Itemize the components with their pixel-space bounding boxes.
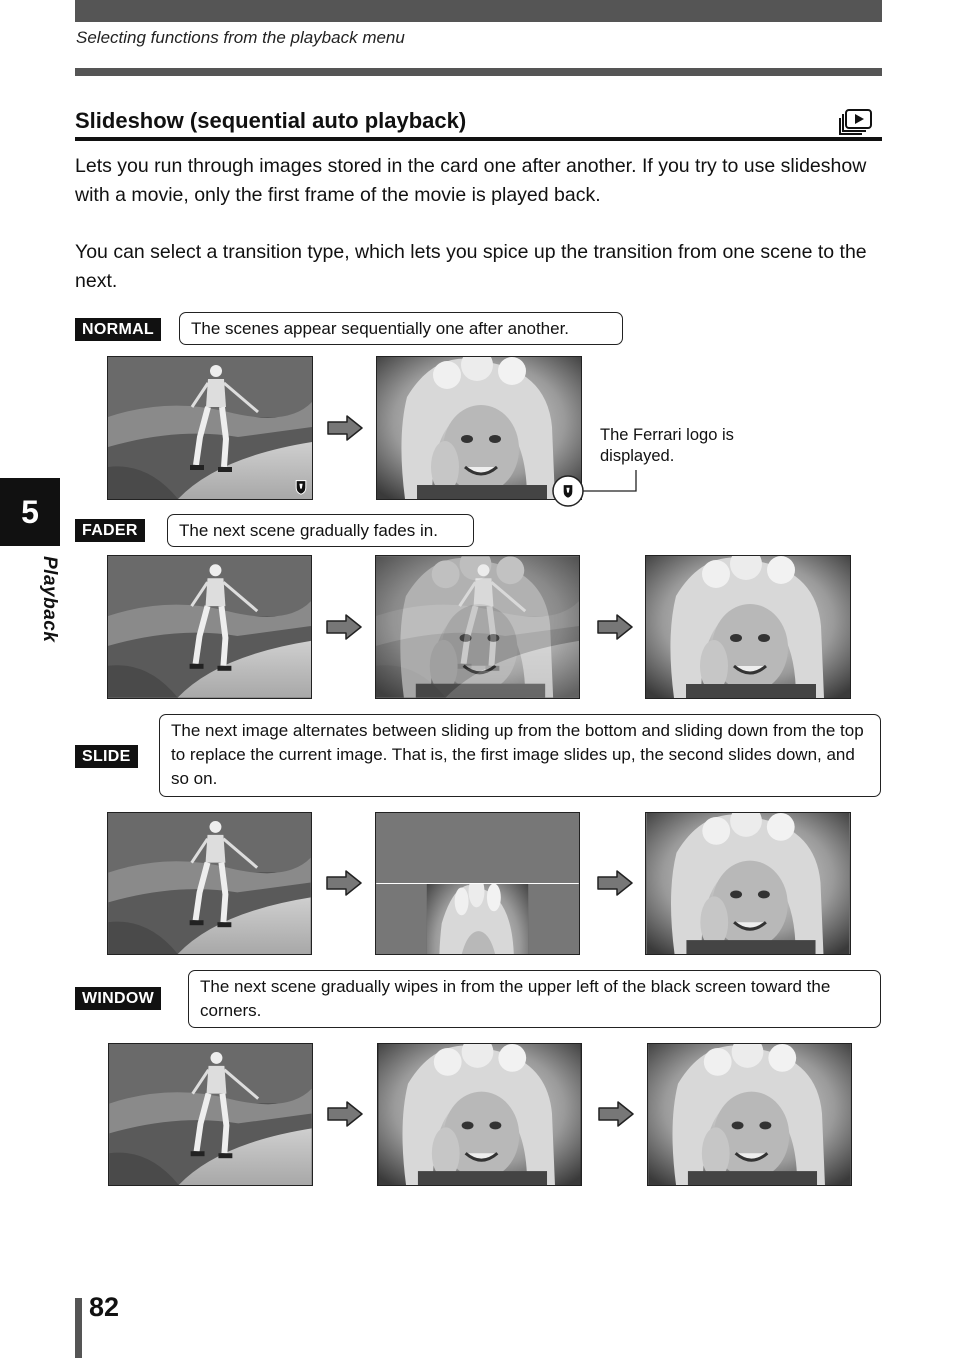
- running-header: Selecting functions from the playback menu: [76, 28, 405, 47]
- intro-paragraph: Lets you run through images stored in the card one after another. If you try to use slideshow with a movie, only the first frame of the movie is played back.: [75, 155, 867, 206]
- arrow-icon: [598, 1101, 634, 1127]
- fader-photo-skater: [107, 555, 312, 699]
- header-bar: [75, 0, 882, 22]
- arrow-icon: [327, 415, 363, 441]
- chapter-label: Playback: [39, 556, 60, 643]
- label-normal: NORMAL: [75, 318, 161, 341]
- ferrari-callout-leader: [550, 468, 650, 512]
- arrow-icon: [327, 1101, 363, 1127]
- arrow-icon: [326, 870, 362, 896]
- window-photo-child: [647, 1043, 852, 1186]
- arrow-icon: [597, 614, 633, 640]
- desc-normal: The scenes appear sequentially one after another.: [179, 312, 623, 345]
- transition-paragraph: You can select a transition type, which lets you spice up the transition from one scene to the next.: [75, 241, 867, 292]
- arrow-icon: [597, 870, 633, 896]
- desc-window: The next scene gradually wipes in from the upper left of the black screen toward the corners.: [188, 970, 881, 1028]
- chapter-tab: 5: [0, 478, 60, 546]
- page-number: 82: [89, 1292, 120, 1322]
- slideshow-icon: [838, 108, 874, 136]
- label-fader: FADER: [75, 519, 145, 542]
- fader-photo-blend: [375, 555, 580, 699]
- label-slide: SLIDE: [75, 745, 138, 768]
- fader-photo-child: [645, 555, 851, 699]
- slide-photo-transition: [375, 812, 580, 955]
- section-rule: [75, 137, 882, 141]
- window-photo-skater: [108, 1043, 313, 1186]
- desc-slide: The next image alternates between sliding up from the bottom and sliding down from the top to replace the current image. That is, the first image slides up, the second slides down, and so on.: [159, 714, 881, 797]
- desc-fader: The next scene gradually fades in.: [167, 514, 474, 547]
- slide-photo-skater: [107, 812, 312, 955]
- slide-photo-child: [645, 812, 851, 955]
- label-window: WINDOW: [75, 987, 161, 1010]
- normal-photo-skater: [107, 356, 313, 500]
- page-number-bar: [75, 1298, 82, 1358]
- section-title: Slideshow (sequential auto playback): [75, 108, 467, 133]
- arrow-icon: [326, 614, 362, 640]
- window-photo-transition: [377, 1043, 582, 1186]
- header-rule: [75, 68, 882, 76]
- ferrari-logo-note: The Ferrari logo is displayed.: [600, 426, 734, 465]
